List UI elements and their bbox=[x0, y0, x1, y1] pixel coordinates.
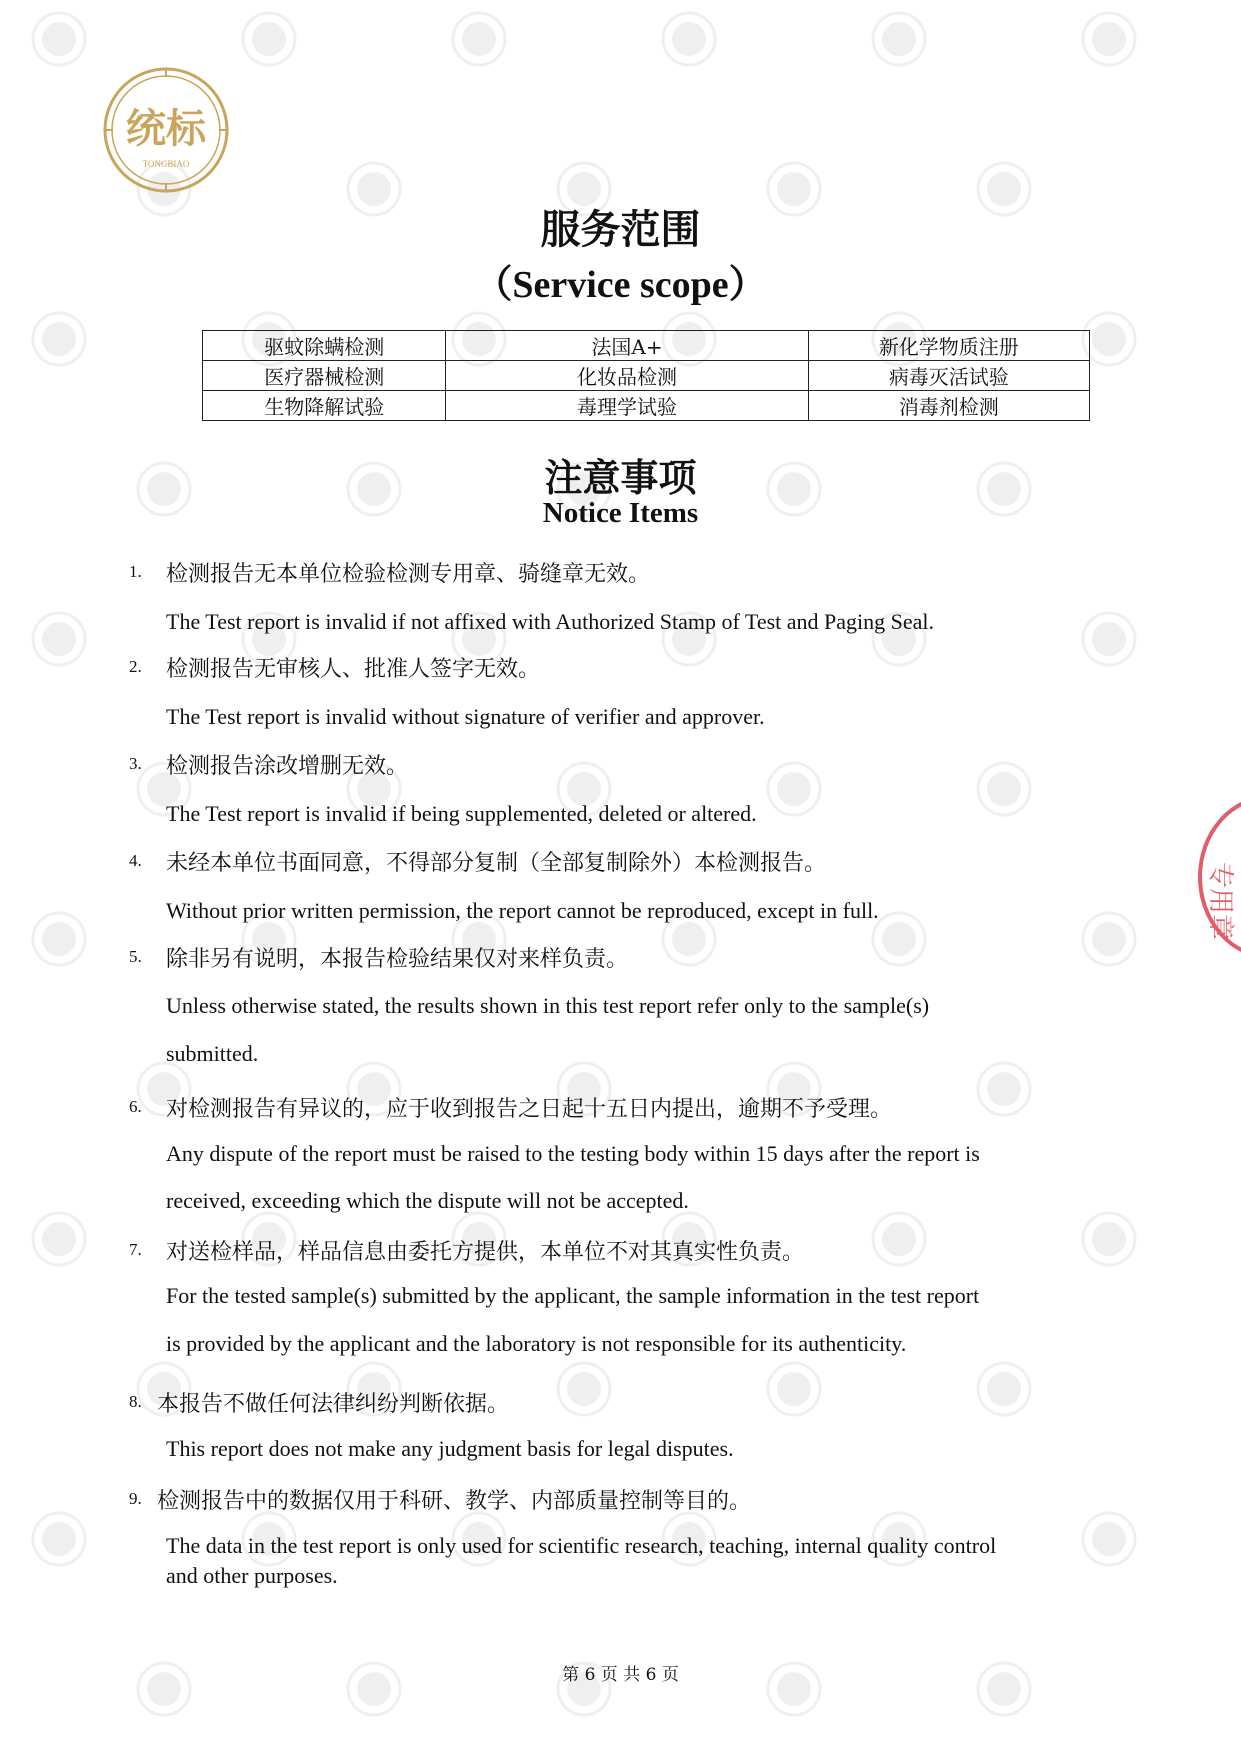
scope-cell: 病毒灭活试验 bbox=[808, 361, 1089, 391]
item-text-en: is provided by the applicant and the laboratory is not responsible for its authenticity. bbox=[166, 1331, 907, 1356]
seal-text: 专用章 bbox=[1205, 862, 1235, 941]
item-number: 3. bbox=[129, 754, 142, 773]
scope-cell: 消毒剂检测 bbox=[808, 391, 1089, 421]
notice-title-cn: 注意事项 bbox=[544, 455, 697, 500]
service-scope-title-cn: 服务范围 bbox=[540, 206, 701, 253]
item-number: 1. bbox=[129, 562, 142, 581]
item-text-cn: 检测报告无本单位检验检测专用章、骑缝章无效。 bbox=[166, 562, 651, 587]
scope-cell: 新化学物质注册 bbox=[808, 331, 1089, 361]
item-text-cn: 检测报告无审核人、批准人签字无效。 bbox=[166, 657, 541, 682]
service-scope-title-en: （Service scope） bbox=[474, 264, 767, 306]
item-number: 2. bbox=[129, 657, 142, 676]
item-text-cn: 对检测报告有异议的，应于收到报告之日起十五日内提出，逾期不予受理。 bbox=[166, 1097, 893, 1122]
scope-cell: 驱蚊除螨检测 bbox=[203, 331, 446, 361]
scope-cell: 法国A+ bbox=[446, 331, 808, 361]
item-text-en: Unless otherwise stated, the results shown in this test report refer only to the sample(s) bbox=[166, 993, 930, 1018]
item-text-en: The Test report is invalid if being supplemented, deleted or altered. bbox=[166, 801, 757, 826]
item-text-cn: 本报告不做任何法律纠纷判断依据。 bbox=[157, 1392, 510, 1417]
logo-mark: 统标 bbox=[126, 106, 206, 152]
item-number: 6. bbox=[129, 1097, 142, 1116]
item-number: 4. bbox=[129, 851, 142, 870]
scope-cell: 医疗器械检测 bbox=[203, 361, 446, 391]
item-number: 9. bbox=[129, 1489, 142, 1508]
item-text-cn: 检测报告中的数据仅用于科研、教学、内部质量控制等目的。 bbox=[157, 1489, 752, 1514]
item-text-en: submitted. bbox=[166, 1041, 259, 1066]
item-text-en: and other purposes. bbox=[166, 1563, 338, 1588]
item-text-en: The data in the test report is only used for scientific research, teaching, internal quality control bbox=[166, 1533, 997, 1558]
item-number: 7. bbox=[129, 1240, 142, 1259]
scope-cell: 化妆品检测 bbox=[446, 361, 808, 391]
item-text-en: The Test report is invalid if not affixed with Authorized Stamp of Test and Paging Seal. bbox=[166, 609, 935, 634]
logo-caption: TONGBIAO bbox=[142, 159, 190, 169]
item-number: 8. bbox=[129, 1392, 142, 1411]
item-text-cn: 对送检样品，样品信息由委托方提供，本单位不对其真实性负责。 bbox=[166, 1240, 805, 1265]
item-text-en: The Test report is invalid without signature of verifier and approver. bbox=[166, 704, 765, 729]
notice-title-en: Notice Items bbox=[542, 497, 699, 529]
item-text-en: Without prior written permission, the report cannot be reproduced, except in full. bbox=[166, 898, 879, 923]
scope-cell: 生物降解试验 bbox=[203, 391, 446, 421]
item-text-cn: 未经本单位书面同意，不得部分复制（全部复制除外）本检测报告。 bbox=[166, 851, 827, 876]
item-number: 5. bbox=[129, 947, 142, 966]
item-text-en: For the tested sample(s) submitted by the applicant, the sample information in the test report bbox=[166, 1283, 980, 1308]
item-text-en: received, exceeding which the dispute will not be accepted. bbox=[166, 1188, 689, 1213]
item-text-en: This report does not make any judgment basis for legal disputes. bbox=[166, 1436, 734, 1461]
item-text-cn: 检测报告涂改增删无效。 bbox=[166, 754, 409, 779]
scope-cell: 毒理学试验 bbox=[446, 391, 808, 421]
page-footer: 第 6 页 共 6 页 bbox=[562, 1665, 679, 1685]
item-text-cn: 除非另有说明，本报告检验结果仅对来样负责。 bbox=[166, 947, 629, 972]
item-text-en: Any dispute of the report must be raised to the testing body within 15 days after the report is bbox=[166, 1141, 980, 1166]
